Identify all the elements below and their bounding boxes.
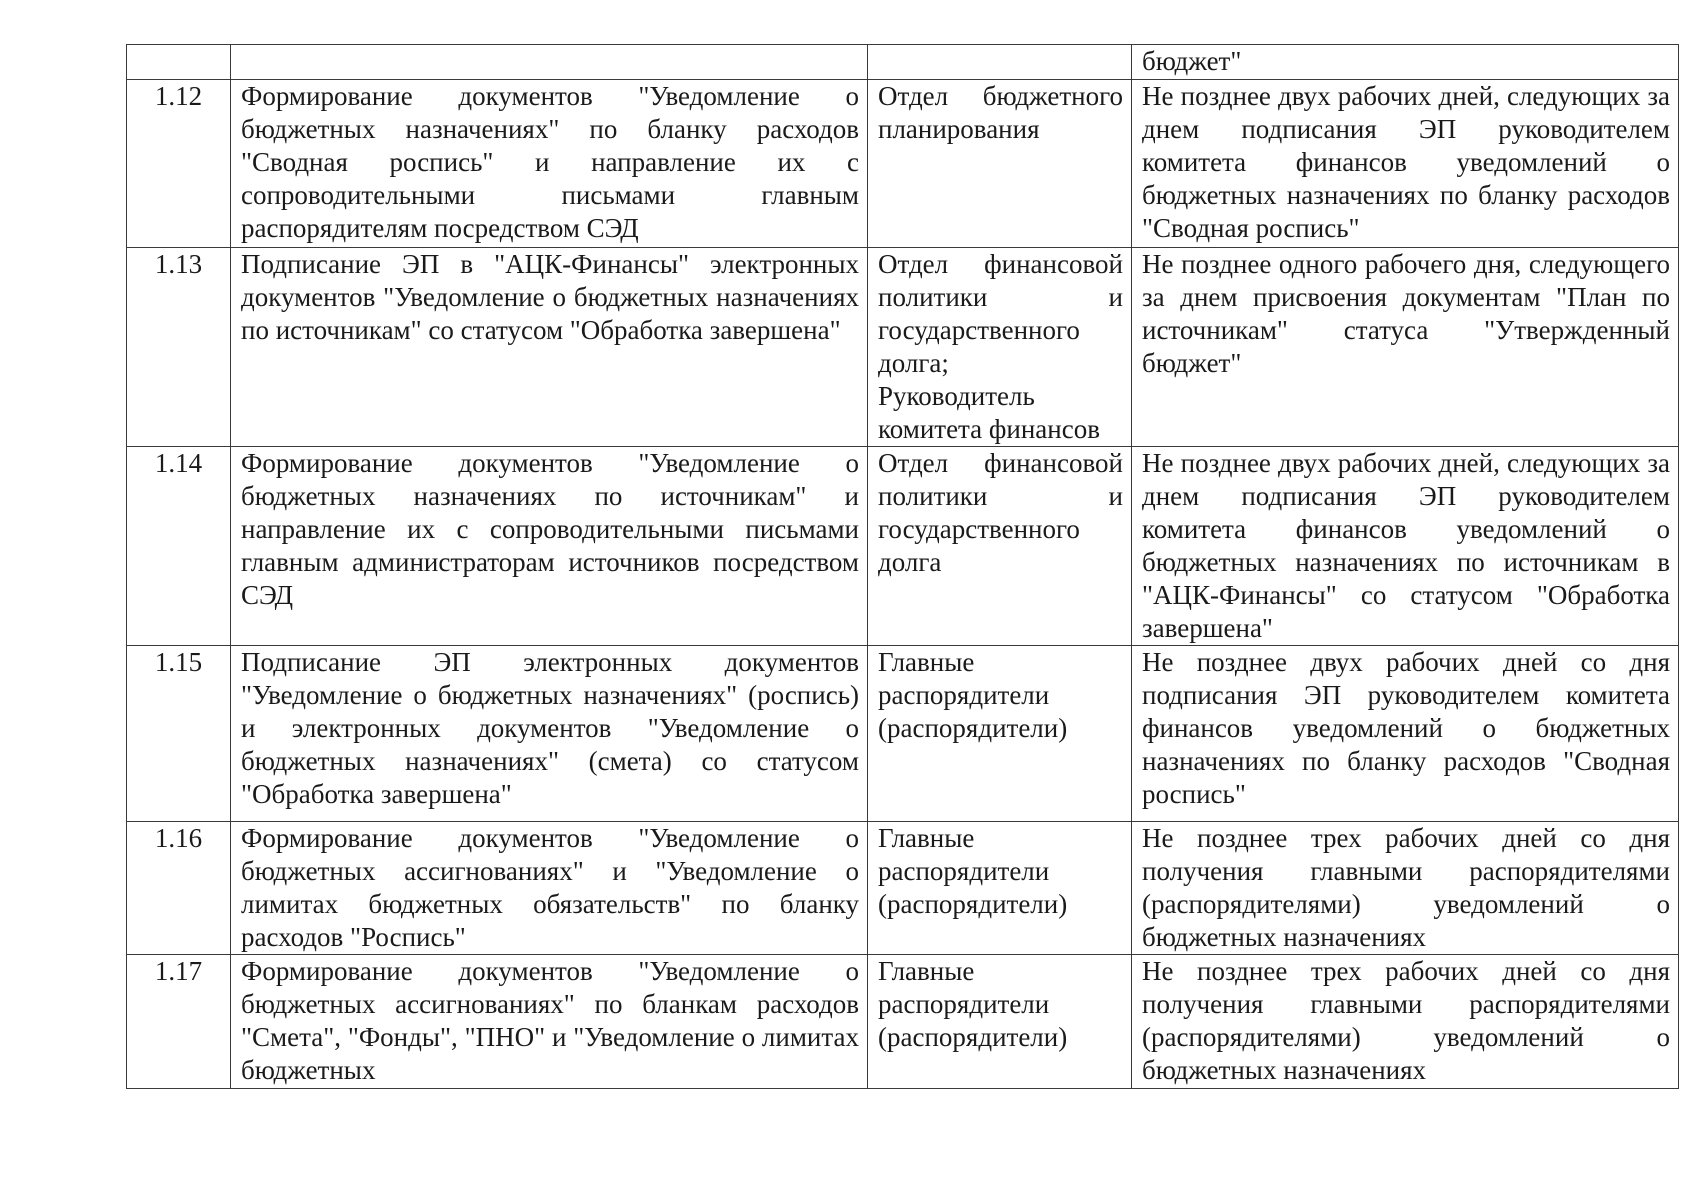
deadline-text: Не позднее двух рабочих дней, следующих за днем подписания ЭП руководителем комитета финансов уведомлений о бюджетных назначениях по источникам в "АЦК-Финансы" со статусом "Обработка завершена" xyxy=(1142,448,1670,643)
deadline-cell xyxy=(1132,646,1679,822)
row-number-cell xyxy=(127,955,231,1089)
row-number: 1.17 xyxy=(154,956,203,986)
deadline-text: Не позднее трех рабочих дней со дня получения главными распорядителями (распорядителями) уведомлений о бюджетных назначениях xyxy=(1142,956,1670,1085)
description-cell xyxy=(231,80,868,248)
row-number-cell xyxy=(127,80,231,248)
table-row xyxy=(127,822,1679,955)
row-number-cell xyxy=(127,45,231,80)
description-text: Подписание ЭП электронных документов "Уведомление о бюджетных назначениях" (роспись) и электронных документов "Уведомление о бюджетных назначениях" (смета) со статусом "Обработка завершена" xyxy=(241,647,859,809)
row-number: 1.13 xyxy=(154,249,203,279)
responsible-cell xyxy=(868,45,1132,80)
row-number-cell xyxy=(127,646,231,822)
table-row xyxy=(127,447,1679,646)
deadline-text: Не позднее двух рабочих дней, следующих за днем подписания ЭП руководителем комитета финансов уведомлений о бюджетных назначениях по бланку расходов "Сводная роспись" xyxy=(1142,81,1670,243)
responsible-cell xyxy=(868,248,1132,447)
responsible-text: Отдел бюджетного планирования xyxy=(878,81,1123,144)
deadline-cell xyxy=(1132,822,1679,955)
table-row xyxy=(127,646,1679,822)
description-text: Формирование документов "Уведомление о бюджетных назначениях" по бланку расходов "Сводная роспись" и направление их с сопроводительными письмами главным распорядителям посредством СЭД xyxy=(241,81,859,243)
table-row xyxy=(127,955,1679,1089)
responsible-text: Главные распорядители (распорядители) xyxy=(878,823,1068,919)
description-cell xyxy=(231,447,868,646)
description-cell xyxy=(231,45,868,80)
description-cell xyxy=(231,646,868,822)
deadline-text: бюджет" xyxy=(1142,46,1242,76)
responsible-cell xyxy=(868,447,1132,646)
row-number-cell xyxy=(127,248,231,447)
responsible-cell xyxy=(868,646,1132,822)
responsible-cell xyxy=(868,955,1132,1089)
deadline-cell xyxy=(1132,955,1679,1089)
row-number-cell xyxy=(127,447,231,646)
table-row xyxy=(127,248,1679,447)
deadline-text: Не позднее двух рабочих дней со дня подписания ЭП руководителем комитета финансов уведомлений о бюджетных назначениях по бланку расходов "Сводная роспись" xyxy=(1142,647,1670,809)
description-text: Формирование документов "Уведомление о бюджетных ассигнованиях" по бланкам расходов "Смета", "Фонды", "ПНО" и "Уведомление о лимитах бюджетных xyxy=(241,956,859,1085)
row-number-cell xyxy=(127,822,231,955)
responsible-cell xyxy=(868,80,1132,248)
description-cell xyxy=(231,248,868,447)
row-number: 1.14 xyxy=(154,448,203,478)
deadline-cell xyxy=(1132,447,1679,646)
row-number: 1.16 xyxy=(154,823,203,853)
description-text: Формирование документов "Уведомление о бюджетных ассигнованиях" и "Уведомление о лимитах бюджетных обязательств" по бланку расходов "Роспись" xyxy=(241,823,859,952)
deadline-text: Не позднее трех рабочих дней со дня получения главными распорядителями (распорядителями) уведомлений о бюджетных назначениях xyxy=(1142,823,1670,952)
deadline-cell xyxy=(1132,248,1679,447)
responsible-text: Главные распорядители (распорядители) xyxy=(878,956,1068,1052)
description-cell xyxy=(231,955,868,1089)
table-row xyxy=(127,45,1679,80)
deadline-cell xyxy=(1132,80,1679,248)
responsible-text: Главные распорядители (распорядители) xyxy=(878,647,1068,743)
deadline-text: Не позднее одного рабочего дня, следующего за днем присвоения документам "План по источникам" статуса "Утвержденный бюджет" xyxy=(1142,249,1670,378)
responsible-cell xyxy=(868,822,1132,955)
description-cell xyxy=(231,822,868,955)
responsible-text: Отдел финансовой политики и государственного долга xyxy=(878,448,1123,577)
deadline-cell xyxy=(1132,45,1679,80)
description-text: Формирование документов "Уведомление о бюджетных назначениях по источникам" и направление их с сопроводительными письмами главным администраторам источников посредством СЭД xyxy=(241,448,859,610)
row-number: 1.15 xyxy=(154,647,203,677)
row-number: 1.12 xyxy=(154,81,203,111)
table-row xyxy=(127,80,1679,248)
description-text: Подписание ЭП в "АЦК-Финансы" электронных документов "Уведомление о бюджетных назначениях по источникам" со статусом "Обработка завершена" xyxy=(241,249,859,345)
schedule-table xyxy=(126,44,1679,1089)
responsible-text: Отдел финансовой политики и государственного долга; Руководитель комитета финансов xyxy=(878,249,1123,444)
